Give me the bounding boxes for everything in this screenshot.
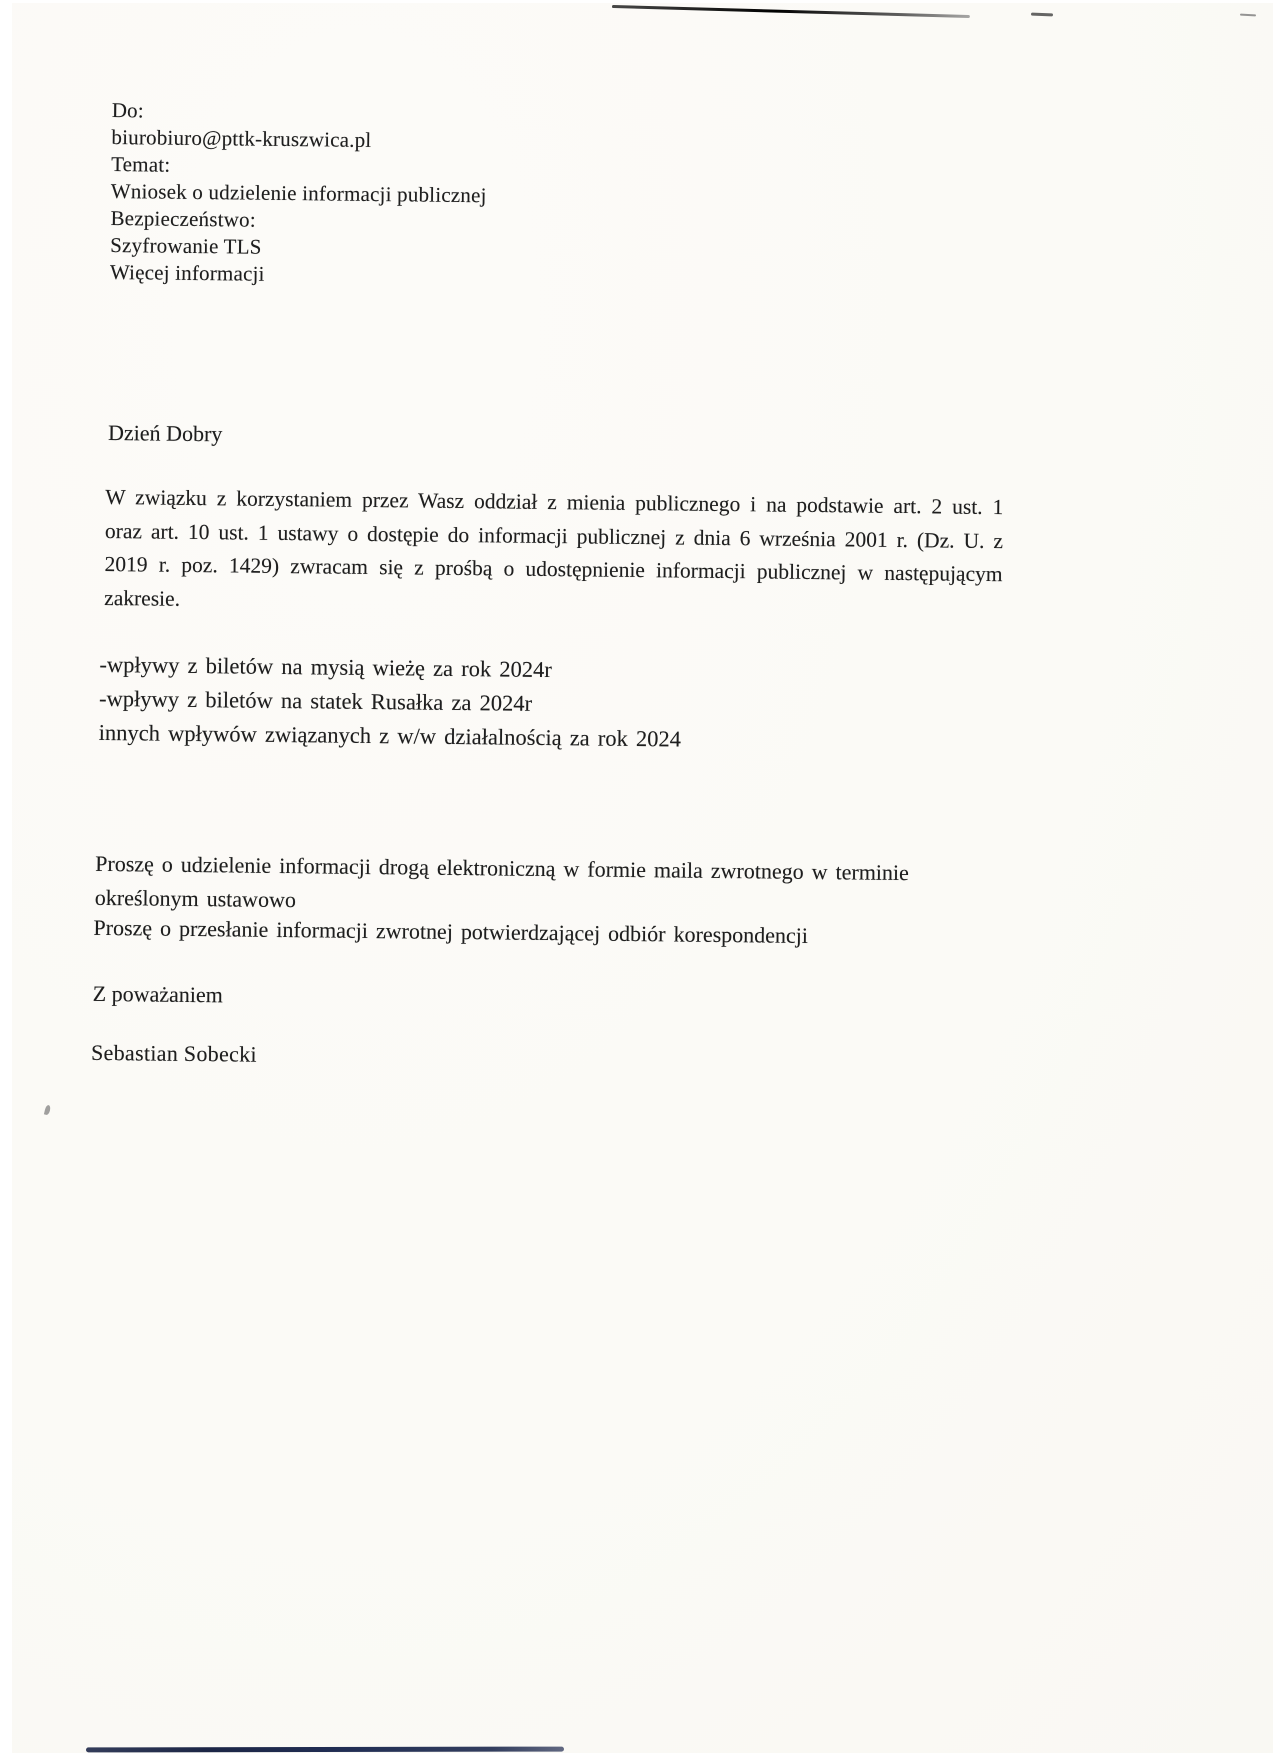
paragraph-line: W związku z korzystaniem przez Wasz oddział z mienia publicznego i na podstawie art. 2 ust. 1 [105, 484, 1004, 520]
delivery-request-line: Proszę o udzielenie informacji drogą elektroniczną w formie maila zwrotnego w terminie [95, 850, 910, 886]
email-subject-label: Temat: [111, 152, 171, 177]
paragraph-line: oraz art. 10 ust. 1 ustawy o dostępie do informacji publicznej z dnia 6 września 2001 r. (Dz. U. z [104, 518, 1004, 553]
paragraph-line: zakresie. [104, 585, 181, 611]
request-item: -wpływy z biletów na statek Rusałka za 2024r [98, 685, 533, 716]
greeting: Dzień Dobry [107, 420, 223, 447]
scan-artifact-bottom-line [86, 1747, 564, 1753]
email-to-label: Do: [111, 98, 145, 123]
closing: Z poważaniem [92, 980, 223, 1008]
signature-name: Sebastian Sobecki [90, 1039, 258, 1067]
paragraph-line: 2019 r. poz. 1429) zwracam się z prośbą o udostępnienie informacji publicznej w następującym [104, 551, 1003, 587]
email-security-label: Bezpieczeństwo: [110, 206, 256, 232]
email-to-address: biurobiuro@pttk-kruszwica.pl [111, 125, 372, 152]
email-security-value: Szyfrowanie TLS [110, 233, 262, 259]
request-item: -wpływy z biletów na mysią wieżę za rok 2024r [99, 651, 552, 683]
request-list [99, 648, 682, 757]
email-more-info: Więcej informacji [109, 260, 265, 286]
confirmation-request: Proszę o przesłanie informacji zwrotnej potwierdzającej odbiór korespondencji [93, 914, 809, 948]
delivery-request [95, 847, 909, 923]
delivery-request-line: określonym ustawowo [94, 884, 297, 912]
intro-paragraph [104, 481, 1003, 625]
request-item: innych wpływów związanych z w/w działalnością za rok 2024 [98, 719, 682, 752]
email-subject-value: Wniosek o udzielenie informacji publicznej [110, 179, 487, 208]
email-header-block [110, 97, 488, 290]
